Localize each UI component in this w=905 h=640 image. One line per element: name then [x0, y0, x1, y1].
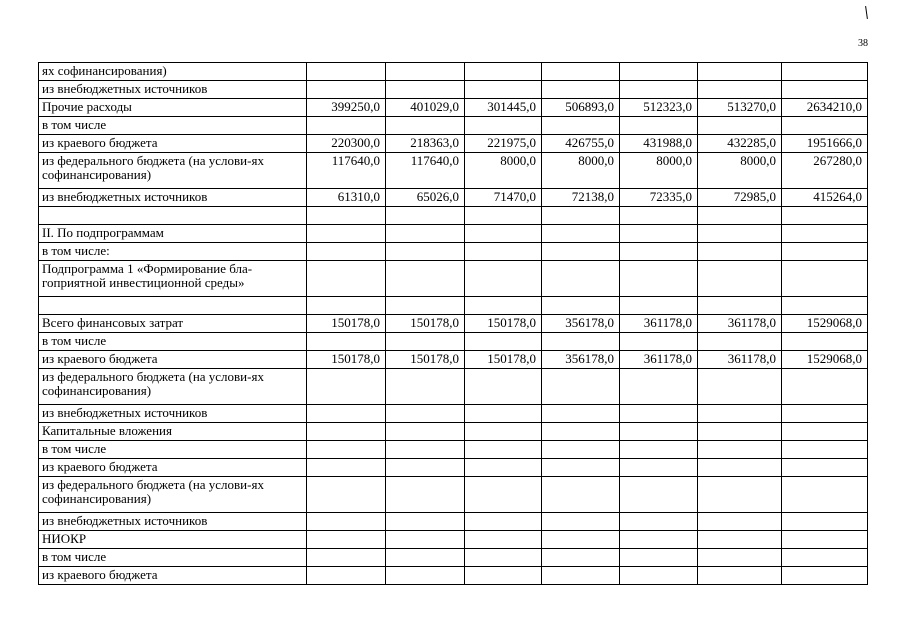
- value-cell: [620, 441, 698, 459]
- value-cell: [386, 81, 465, 99]
- value-cell: [620, 423, 698, 441]
- value-cell: 1529068,0: [782, 315, 868, 333]
- value-cell: [620, 549, 698, 567]
- value-cell: [698, 567, 782, 585]
- value-cell: [542, 567, 620, 585]
- row-label: Всего финансовых затрат: [39, 315, 307, 333]
- table-row: [39, 153, 868, 189]
- value-cell: [386, 207, 465, 225]
- value-cell: [542, 261, 620, 297]
- table-row: [39, 369, 868, 405]
- value-cell: [620, 225, 698, 243]
- row-label: в том числе: [39, 333, 307, 351]
- value-cell: 8000,0: [620, 153, 698, 189]
- value-cell: [782, 531, 868, 549]
- value-cell: 401029,0: [386, 99, 465, 117]
- value-cell: [542, 243, 620, 261]
- row-label: в том числе: [39, 441, 307, 459]
- value-cell: 356178,0: [542, 315, 620, 333]
- value-cell: [782, 261, 868, 297]
- value-cell: 72138,0: [542, 189, 620, 207]
- value-cell: [465, 459, 542, 477]
- table-row: [39, 549, 868, 567]
- value-cell: [542, 333, 620, 351]
- row-label: из внебюджетных источников: [39, 405, 307, 423]
- value-cell: [782, 333, 868, 351]
- value-cell: [542, 531, 620, 549]
- value-cell: [307, 117, 386, 135]
- value-cell: 150178,0: [386, 351, 465, 369]
- value-cell: [465, 261, 542, 297]
- value-cell: [307, 63, 386, 81]
- table-row: [39, 351, 868, 369]
- value-cell: 61310,0: [307, 189, 386, 207]
- value-cell: [620, 81, 698, 99]
- value-cell: [782, 459, 868, 477]
- value-cell: 1529068,0: [782, 351, 868, 369]
- row-label: из федерального бюджета (на услови-ях софинансирования): [39, 369, 307, 405]
- value-cell: 506893,0: [542, 99, 620, 117]
- value-cell: 65026,0: [386, 189, 465, 207]
- value-cell: 8000,0: [465, 153, 542, 189]
- value-cell: 267280,0: [782, 153, 868, 189]
- value-cell: 8000,0: [698, 153, 782, 189]
- row-label: [39, 297, 307, 315]
- value-cell: [782, 405, 868, 423]
- value-cell: [386, 261, 465, 297]
- value-cell: [542, 117, 620, 135]
- value-cell: [620, 333, 698, 351]
- value-cell: [542, 549, 620, 567]
- value-cell: [465, 567, 542, 585]
- value-cell: [307, 441, 386, 459]
- value-cell: [782, 369, 868, 405]
- row-label: в том числе: [39, 549, 307, 567]
- value-cell: [465, 81, 542, 99]
- value-cell: 426755,0: [542, 135, 620, 153]
- value-cell: [465, 117, 542, 135]
- value-cell: [620, 369, 698, 405]
- table-row: [39, 333, 868, 351]
- value-cell: [386, 477, 465, 513]
- table-row: [39, 135, 868, 153]
- value-cell: [307, 243, 386, 261]
- table-row: [39, 81, 868, 99]
- value-cell: 512323,0: [620, 99, 698, 117]
- row-label: II. По подпрограммам: [39, 225, 307, 243]
- value-cell: [465, 63, 542, 81]
- value-cell: [782, 297, 868, 315]
- value-cell: [620, 207, 698, 225]
- value-cell: 1951666,0: [782, 135, 868, 153]
- value-cell: [782, 225, 868, 243]
- value-cell: [542, 63, 620, 81]
- table-row: [39, 567, 868, 585]
- value-cell: [698, 207, 782, 225]
- value-cell: [698, 477, 782, 513]
- value-cell: [386, 441, 465, 459]
- value-cell: 220300,0: [307, 135, 386, 153]
- value-cell: [542, 459, 620, 477]
- row-label: в том числе: [39, 117, 307, 135]
- table-row: [39, 531, 868, 549]
- value-cell: [307, 81, 386, 99]
- value-cell: 432285,0: [698, 135, 782, 153]
- value-cell: [386, 549, 465, 567]
- value-cell: [782, 207, 868, 225]
- value-cell: [386, 297, 465, 315]
- row-label: ях софинансирования): [39, 63, 307, 81]
- value-cell: [542, 225, 620, 243]
- value-cell: [465, 369, 542, 405]
- table-row: [39, 441, 868, 459]
- table-row: [39, 117, 868, 135]
- row-label: из краевого бюджета: [39, 459, 307, 477]
- value-cell: 8000,0: [542, 153, 620, 189]
- value-cell: [386, 369, 465, 405]
- value-cell: [465, 423, 542, 441]
- value-cell: [307, 477, 386, 513]
- value-cell: [465, 405, 542, 423]
- value-cell: [386, 117, 465, 135]
- value-cell: [782, 81, 868, 99]
- value-cell: [307, 423, 386, 441]
- value-cell: 399250,0: [307, 99, 386, 117]
- value-cell: 361178,0: [620, 351, 698, 369]
- value-cell: 150178,0: [307, 351, 386, 369]
- value-cell: [782, 117, 868, 135]
- value-cell: 361178,0: [620, 315, 698, 333]
- value-cell: 117640,0: [307, 153, 386, 189]
- value-cell: [542, 207, 620, 225]
- value-cell: [698, 513, 782, 531]
- value-cell: 150178,0: [465, 315, 542, 333]
- budget-table: [38, 62, 868, 585]
- row-label: из федерального бюджета (на услови-ях софинансирования): [39, 153, 307, 189]
- value-cell: [782, 549, 868, 567]
- table-row: [39, 423, 868, 441]
- row-label: из внебюджетных источников: [39, 189, 307, 207]
- value-cell: 117640,0: [386, 153, 465, 189]
- value-cell: 72335,0: [620, 189, 698, 207]
- value-cell: [465, 477, 542, 513]
- row-label: Подпрограмма 1 «Формирование бла-гоприятной инвестиционной среды»: [39, 261, 307, 297]
- value-cell: 431988,0: [620, 135, 698, 153]
- page-number: 38: [858, 38, 868, 49]
- table-row: [39, 99, 868, 117]
- value-cell: [307, 225, 386, 243]
- row-label: из внебюджетных источников: [39, 513, 307, 531]
- value-cell: [386, 63, 465, 81]
- value-cell: [386, 243, 465, 261]
- value-cell: [386, 423, 465, 441]
- value-cell: [698, 441, 782, 459]
- value-cell: [698, 261, 782, 297]
- value-cell: [465, 297, 542, 315]
- value-cell: [620, 513, 698, 531]
- value-cell: [698, 297, 782, 315]
- value-cell: [465, 333, 542, 351]
- value-cell: [307, 567, 386, 585]
- value-cell: [698, 531, 782, 549]
- table-row: [39, 243, 868, 261]
- value-cell: [542, 477, 620, 513]
- value-cell: [307, 531, 386, 549]
- value-cell: [307, 297, 386, 315]
- table-row: [39, 225, 868, 243]
- value-cell: [465, 243, 542, 261]
- value-cell: [542, 441, 620, 459]
- row-label: Прочие расходы: [39, 99, 307, 117]
- value-cell: [542, 513, 620, 531]
- value-cell: [698, 117, 782, 135]
- value-cell: 415264,0: [782, 189, 868, 207]
- row-label: из федерального бюджета (на услови-ях софинансирования): [39, 477, 307, 513]
- table-row: [39, 477, 868, 513]
- table-row: [39, 207, 868, 225]
- value-cell: [386, 333, 465, 351]
- value-cell: [542, 81, 620, 99]
- value-cell: [782, 513, 868, 531]
- value-cell: [465, 207, 542, 225]
- value-cell: [698, 81, 782, 99]
- value-cell: [465, 225, 542, 243]
- row-label: из внебюджетных источников: [39, 81, 307, 99]
- value-cell: [542, 297, 620, 315]
- value-cell: [698, 405, 782, 423]
- value-cell: [782, 243, 868, 261]
- row-label: Капитальные вложения: [39, 423, 307, 441]
- value-cell: [307, 405, 386, 423]
- table-row: [39, 189, 868, 207]
- value-cell: 221975,0: [465, 135, 542, 153]
- value-cell: 361178,0: [698, 315, 782, 333]
- value-cell: [542, 405, 620, 423]
- value-cell: [620, 117, 698, 135]
- value-cell: [620, 459, 698, 477]
- value-cell: [620, 63, 698, 81]
- row-label: из краевого бюджета: [39, 135, 307, 153]
- value-cell: [307, 261, 386, 297]
- value-cell: [698, 369, 782, 405]
- row-label: [39, 207, 307, 225]
- value-cell: 301445,0: [465, 99, 542, 117]
- value-cell: [698, 63, 782, 81]
- table-row: [39, 297, 868, 315]
- value-cell: [307, 459, 386, 477]
- value-cell: [620, 243, 698, 261]
- value-cell: [620, 531, 698, 549]
- value-cell: [698, 459, 782, 477]
- value-cell: [620, 261, 698, 297]
- table-row: [39, 513, 868, 531]
- value-cell: [386, 513, 465, 531]
- value-cell: [307, 333, 386, 351]
- table-row: [39, 405, 868, 423]
- value-cell: [542, 423, 620, 441]
- value-cell: [620, 567, 698, 585]
- value-cell: [465, 549, 542, 567]
- value-cell: [620, 297, 698, 315]
- value-cell: [386, 567, 465, 585]
- value-cell: 150178,0: [386, 315, 465, 333]
- value-cell: [307, 549, 386, 567]
- value-cell: [698, 225, 782, 243]
- value-cell: 71470,0: [465, 189, 542, 207]
- row-label: в том числе:: [39, 243, 307, 261]
- value-cell: [542, 369, 620, 405]
- value-cell: 513270,0: [698, 99, 782, 117]
- value-cell: [698, 423, 782, 441]
- value-cell: [386, 531, 465, 549]
- value-cell: 150178,0: [307, 315, 386, 333]
- value-cell: [307, 513, 386, 531]
- value-cell: 2634210,0: [782, 99, 868, 117]
- table-row: [39, 63, 868, 81]
- table-row: [39, 261, 868, 297]
- table-row: [39, 315, 868, 333]
- value-cell: [698, 549, 782, 567]
- value-cell: [782, 567, 868, 585]
- value-cell: [307, 369, 386, 405]
- row-label: из краевого бюджета: [39, 567, 307, 585]
- value-cell: [465, 513, 542, 531]
- value-cell: [386, 459, 465, 477]
- row-label: НИОКР: [39, 531, 307, 549]
- table-row: [39, 459, 868, 477]
- value-cell: [782, 63, 868, 81]
- value-cell: [386, 225, 465, 243]
- corner-mark: [865, 6, 868, 19]
- value-cell: [620, 477, 698, 513]
- value-cell: [386, 405, 465, 423]
- value-cell: [307, 207, 386, 225]
- value-cell: [465, 441, 542, 459]
- value-cell: 218363,0: [386, 135, 465, 153]
- value-cell: 361178,0: [698, 351, 782, 369]
- value-cell: [620, 405, 698, 423]
- row-label: из краевого бюджета: [39, 351, 307, 369]
- value-cell: [782, 477, 868, 513]
- value-cell: [782, 441, 868, 459]
- value-cell: [698, 333, 782, 351]
- value-cell: [698, 243, 782, 261]
- value-cell: 150178,0: [465, 351, 542, 369]
- value-cell: [782, 423, 868, 441]
- value-cell: 72985,0: [698, 189, 782, 207]
- value-cell: 356178,0: [542, 351, 620, 369]
- value-cell: [465, 531, 542, 549]
